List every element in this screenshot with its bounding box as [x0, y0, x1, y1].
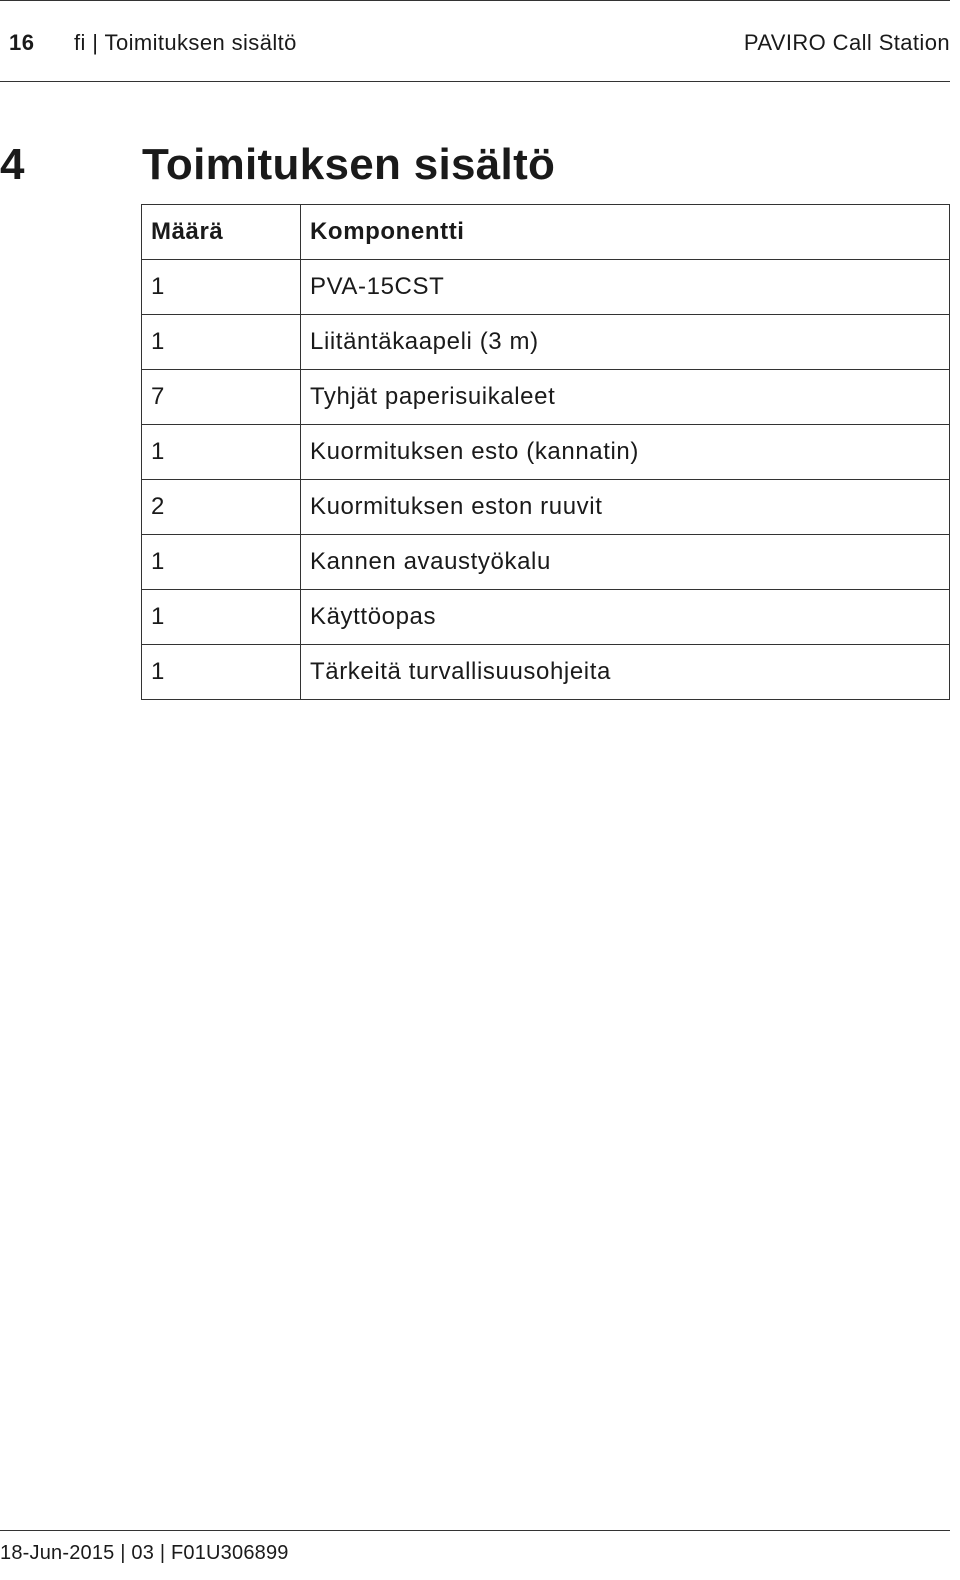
component-cell: Liitäntäkaapeli (3 m): [301, 315, 950, 370]
footer-rule: [0, 1530, 950, 1531]
section-path: fi | Toimituksen sisältö: [74, 30, 297, 55]
table-row: [142, 315, 950, 370]
chapter-title: Toimituksen sisältö: [142, 140, 556, 189]
table-row: [142, 590, 950, 645]
table-row: [142, 645, 950, 700]
quantity-cell: 1: [142, 315, 301, 370]
table-row: [142, 425, 950, 480]
table-row: [142, 480, 950, 535]
product-name: PAVIRO Call Station: [743, 30, 950, 55]
table-row: [142, 260, 950, 315]
quantity-cell: 1: [142, 425, 301, 480]
quantity-cell: 1: [142, 590, 301, 645]
component-cell: Kuormituksen esto (kannatin): [301, 425, 950, 480]
table-row: [142, 370, 950, 425]
table-header-row: [142, 205, 950, 260]
component-cell: Käyttöopas: [301, 590, 950, 645]
component-cell: Kannen avaustyökalu: [301, 535, 950, 590]
column-header-component: Komponentti: [301, 205, 950, 260]
chapter-number: 4: [0, 140, 25, 189]
table-row: [142, 535, 950, 590]
footer-document-info: 18-Jun-2015 | 03 | F01U306899: [0, 1542, 289, 1564]
quantity-cell: 1: [142, 535, 301, 590]
header-top-rule: [0, 0, 950, 1]
component-cell: PVA-15CST: [301, 260, 950, 315]
component-cell: Tärkeitä turvallisuusohjeita: [301, 645, 950, 700]
component-cell: Kuormituksen eston ruuvit: [301, 480, 950, 535]
component-cell: Tyhjät paperisuikaleet: [301, 370, 950, 425]
column-header-quantity: Määrä: [142, 205, 301, 260]
page-number: 16: [9, 30, 35, 55]
quantity-cell: 1: [142, 645, 301, 700]
quantity-cell: 7: [142, 370, 301, 425]
delivery-contents-table: [141, 204, 950, 700]
quantity-cell: 2: [142, 480, 301, 535]
quantity-cell: 1: [142, 260, 301, 315]
header-bottom-rule: [0, 81, 950, 82]
